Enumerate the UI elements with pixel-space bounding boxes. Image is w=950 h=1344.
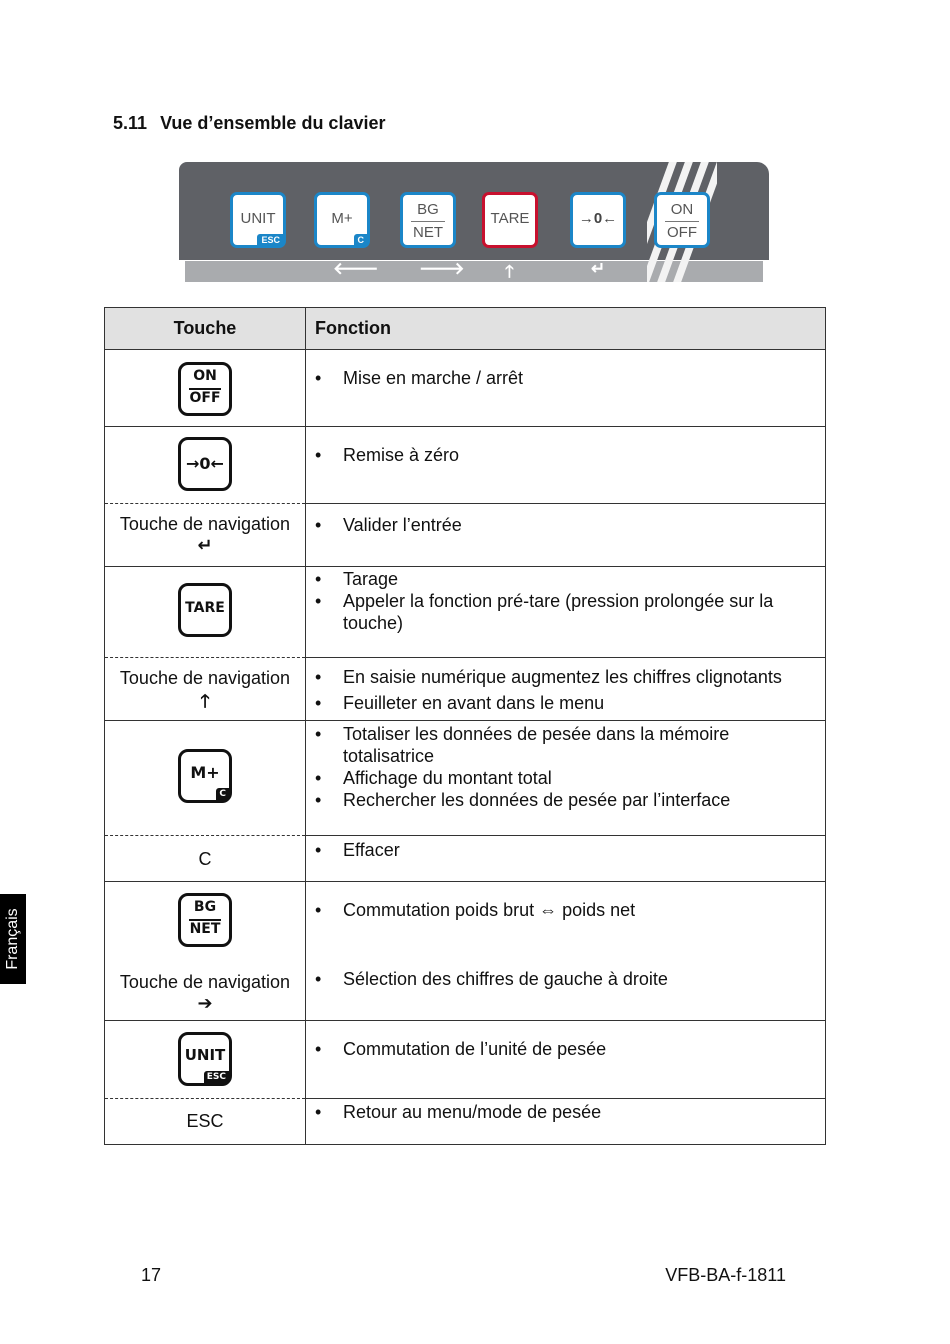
list-item: • Effacer [306, 839, 825, 861]
list-item: • Commutation poids brut ⇔ poids net [306, 899, 825, 921]
esc-key-label: ESC [105, 1099, 306, 1145]
list-item: • Rechercher les données de pesée par l’interface [306, 789, 825, 811]
table-row [105, 350, 826, 427]
section-title: Vue d’ensemble du clavier [160, 113, 386, 133]
keypad-illustration [179, 162, 769, 282]
arrow-up-icon: 🡑 [200, 691, 210, 712]
bg-net-key-icon: BG NET [178, 893, 232, 947]
table-row [105, 427, 826, 504]
list-item: • Remise à zéro [306, 444, 825, 466]
zero-key-icon: →0← [178, 437, 232, 491]
arrow-up-icon: 🡑 [505, 262, 514, 281]
unit-key-icon: UNIT ESC [178, 1032, 232, 1086]
arrow-right-icon: ➔ [197, 993, 213, 1014]
key-zero: →0← [570, 192, 626, 248]
list-item: • Commutation de l’unité de pesée [306, 1038, 825, 1060]
page-number: 17 [141, 1265, 162, 1285]
enter-icon: ↵ [591, 259, 606, 278]
mplus-key-icon: M+ C [178, 749, 232, 803]
table-row [105, 658, 826, 721]
list-item: • Retour au menu/mode de pesée [306, 1101, 825, 1123]
table-row [105, 882, 826, 1021]
table-row [105, 836, 826, 882]
nav-key-label: Touche de navigation [119, 972, 291, 992]
language-tab: Français [0, 894, 26, 984]
table-header-row [105, 308, 826, 350]
list-item: • Tarage [306, 568, 825, 590]
list-item: • Totaliser les données de pesée dans la mémoire totalisatrice [306, 723, 825, 767]
arrow-left-icon: 🡐 [333, 259, 379, 278]
document-code: VFB-BA-f-1811 [665, 1265, 786, 1285]
on-off-key-icon: ON OFF [178, 362, 232, 416]
list-item: • En saisie numérique augmentez les chiffres clignotants [306, 666, 825, 688]
key-onoff: ON OFF [654, 192, 710, 248]
header-touche: Touche [105, 308, 306, 350]
table-row [105, 567, 826, 658]
list-item: • Valider l’entrée [306, 514, 825, 536]
header-fonction: Fonction [306, 308, 826, 350]
c-key-label: C [105, 836, 306, 882]
key-unit: UNIT ESC [230, 192, 286, 248]
list-item: • Mise en marche / arrêt [306, 367, 825, 389]
section-number: 5.11 [113, 113, 148, 133]
section-heading [113, 113, 385, 134]
key-tare: TARE [482, 192, 538, 248]
table-row [105, 721, 826, 836]
key-function-table [104, 307, 826, 1145]
list-item: • Affichage du montant total [306, 767, 825, 789]
table-row [105, 1099, 826, 1145]
arrow-right-icon: 🡒 [419, 259, 465, 278]
tare-key-icon: TARE [178, 583, 232, 637]
list-item: • Sélection des chiffres de gauche à droite [306, 968, 825, 990]
list-item: • Feuilleter en avant dans le menu [306, 692, 825, 714]
list-item: • Appeler la fonction pré-tare (pression prolongée sur la touche) [306, 590, 825, 634]
nav-key-label: Touche de navigation [119, 668, 291, 688]
key-bgnet: BG NET [400, 192, 456, 248]
enter-arrow-icon: ↵ [197, 535, 213, 556]
table-row [105, 1021, 826, 1099]
key-mplus: M+ C [314, 192, 370, 248]
table-row [105, 504, 826, 567]
nav-key-label: Touche de navigation [119, 514, 291, 534]
